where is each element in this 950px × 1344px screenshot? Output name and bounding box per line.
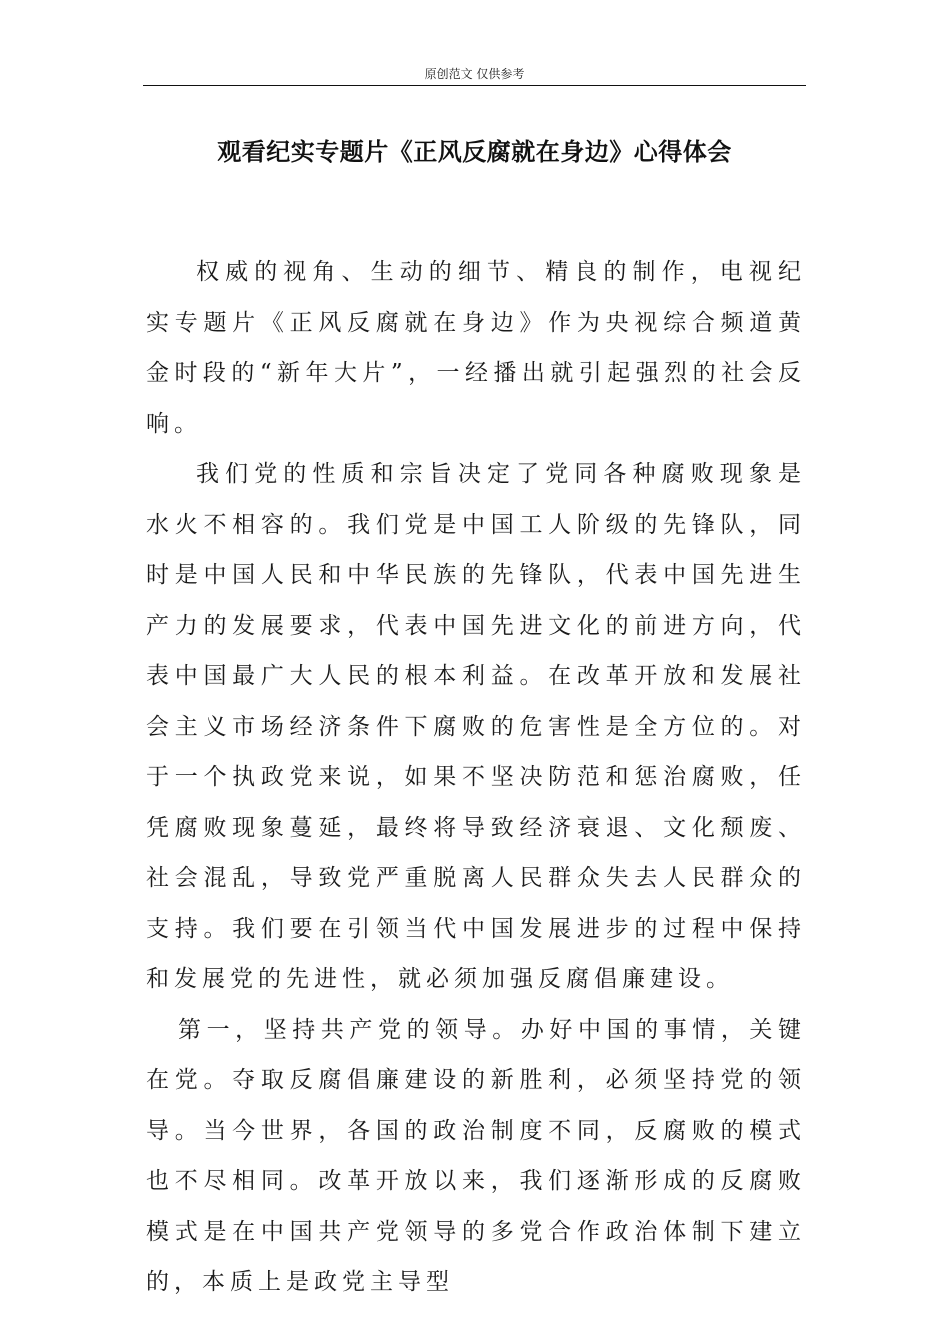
document-body [146, 247, 806, 1308]
header-divider [143, 85, 806, 86]
page-header: 原创范文 仅供参考 [424, 67, 525, 81]
paragraph-intro: 权威的视角、生动的细节、精良的制作，电视纪实专题片《正风反腐就在身边》作为央视综合频道黄金时段的“新年大片”，一经播出就引起强烈的社会反响。 [146, 259, 806, 437]
paragraph-party-nature: 我们党的性质和宗旨决定了党同各种腐败现象是水火不相容的。我们党是中国工人阶级的先锋队，同时是中国人民和中华民族的先锋队，代表中国先进生产力的发展要求，代表中国先进文化的前进方向，代表中国最广大人民的根本利益。在改革开放和发展社会主义市场经济条件下腐败的危害性是全方位的。对于一个执政党来说，如果不坚决防范和惩治腐败，任凭腐败现象蔓延，最终将导致经济衰退、文化颓废、社会混乱，导致党严重脱离人民群众失去人民群众的支持。我们要在引领当代中国发展进步的过程中保持和发展党的先进性，就必须加强反腐倡廉建设。 [146, 461, 806, 992]
paragraph-point-one: 第一，坚持共产党的领导。办好中国的事情，关键在党。夺取反腐倡廉建设的新胜利，必须坚持党的领导。当今世界，各国的政治制度不同，反腐败的模式也不尽相同。改革开放以来，我们逐渐形成的反腐败模式是在中国共产党领导的多党合作政治体制下建立的，本质上是政党主导型 [146, 1016, 806, 1295]
document-title: 观看纪实专题片《正风反腐就在身边》心得体会 [217, 137, 732, 166]
